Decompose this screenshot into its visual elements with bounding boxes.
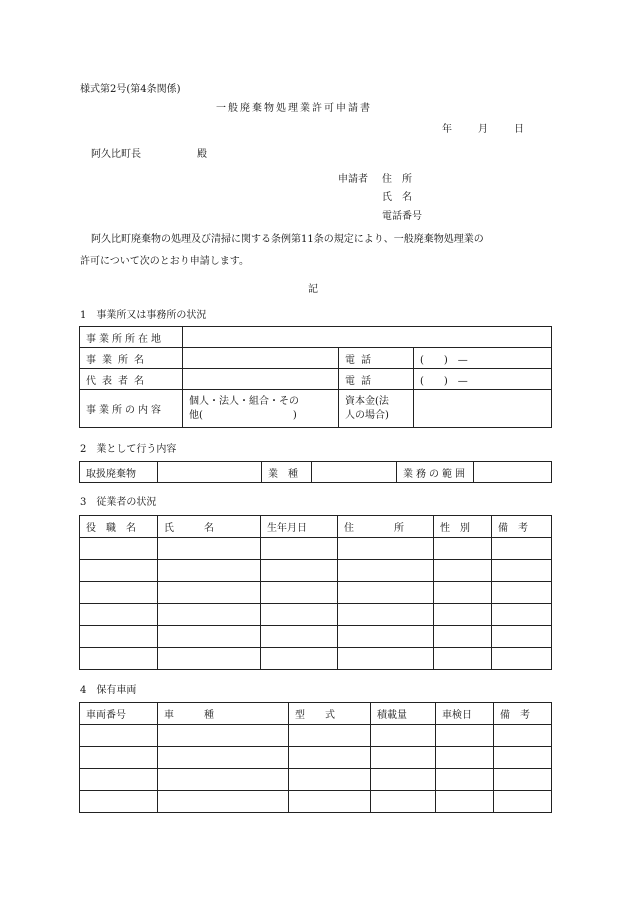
table-row (80, 648, 552, 670)
table-cell[interactable] (492, 538, 552, 560)
capital-label-1: 資本金(法 (345, 395, 389, 407)
table-cell[interactable] (80, 725, 158, 747)
waste-label: 取扱廃棄物 (80, 462, 158, 483)
table-cell[interactable] (261, 538, 338, 560)
col-vehicle-number: 車両番号 (80, 703, 158, 725)
table-cell[interactable] (80, 604, 158, 626)
office-name-cell[interactable] (183, 348, 339, 369)
body-text-line1: 阿久比町廃棄物の処理及び清掃に関する条例第11条の規定により、一般廃棄物処理業の (91, 234, 484, 245)
content-label: 事業所の内容 (80, 390, 183, 428)
vehicle-table (79, 702, 552, 813)
table-row (80, 560, 552, 582)
table-cell[interactable] (434, 560, 492, 582)
location-label: 事業所所在地 (80, 327, 183, 348)
table-cell[interactable] (158, 747, 289, 769)
form-number: 様式第2号(第4条関係) (80, 84, 181, 95)
date-month: 月 (478, 124, 488, 135)
table-cell[interactable] (261, 626, 338, 648)
table-cell[interactable] (158, 791, 289, 813)
table-cell[interactable] (261, 582, 338, 604)
addressee-honorific: 殿 (197, 149, 207, 160)
scope-cell[interactable] (474, 462, 552, 483)
table-cell[interactable] (492, 626, 552, 648)
applicant-phone-label: 電話番号 (382, 211, 422, 222)
ki-label: 記 (308, 284, 318, 295)
scope-label: 業務の範囲 (397, 462, 474, 483)
table-cell[interactable] (289, 769, 371, 791)
table-cell[interactable] (434, 582, 492, 604)
table-cell[interactable] (434, 648, 492, 670)
type-cell[interactable] (312, 462, 397, 483)
table-cell[interactable] (158, 769, 289, 791)
col-inspection-date: 車検日 (436, 703, 494, 725)
applicant-name-label: 氏 名 (382, 192, 412, 203)
phone-label-2: 電話 (339, 369, 414, 390)
table-row (80, 604, 552, 626)
table-cell[interactable] (158, 626, 261, 648)
table-cell[interactable] (436, 791, 494, 813)
body-text-line2: 許可について次のとおり申請します。 (80, 256, 249, 267)
section3-heading: 3 従業者の状況 (80, 497, 157, 508)
table-row (80, 538, 552, 560)
table-cell[interactable] (371, 769, 436, 791)
table-cell[interactable] (80, 791, 158, 813)
col-gender: 性 別 (434, 516, 492, 538)
phone-label: 電話 (339, 348, 414, 369)
table-row (80, 791, 552, 813)
table-cell[interactable] (80, 648, 158, 670)
table-row (80, 725, 552, 747)
table-cell[interactable] (338, 648, 434, 670)
addressee-name: 阿久比町長 (91, 149, 141, 160)
table-cell[interactable] (338, 538, 434, 560)
table-cell[interactable] (492, 648, 552, 670)
table-cell[interactable] (492, 582, 552, 604)
waste-cell[interactable] (158, 462, 262, 483)
col-vehicle-remarks: 備 考 (494, 703, 552, 725)
applicant-address-label: 住 所 (382, 174, 412, 185)
table-cell[interactable] (338, 626, 434, 648)
table-cell[interactable] (494, 791, 552, 813)
col-name: 氏 名 (158, 516, 261, 538)
table-cell[interactable] (434, 626, 492, 648)
table-row (80, 626, 552, 648)
capital-cell[interactable] (414, 390, 552, 428)
table-cell[interactable] (371, 725, 436, 747)
date-year: 年 (442, 124, 452, 135)
phone-cell-2[interactable]: ( ) — (414, 369, 552, 390)
table-cell[interactable] (261, 648, 338, 670)
col-vehicle-type: 車 種 (158, 703, 289, 725)
table-cell[interactable] (492, 560, 552, 582)
section2-heading: 2 業として行う内容 (80, 444, 177, 455)
location-cell[interactable] (183, 327, 552, 348)
capital-label (339, 390, 414, 428)
table-cell[interactable] (289, 747, 371, 769)
table-cell[interactable] (289, 725, 371, 747)
table-cell[interactable] (436, 725, 494, 747)
table-cell[interactable] (158, 560, 261, 582)
content-value-1: 個人・法人・組合・その (189, 395, 299, 407)
table-cell[interactable] (338, 560, 434, 582)
table-cell[interactable] (261, 604, 338, 626)
applicant-label: 申請者 (338, 174, 368, 185)
table-row (80, 769, 552, 791)
table-cell[interactable] (338, 582, 434, 604)
content-cell[interactable] (183, 390, 339, 428)
table-cell[interactable] (371, 791, 436, 813)
table-cell[interactable] (338, 604, 434, 626)
table-cell[interactable] (80, 769, 158, 791)
table-cell[interactable] (436, 769, 494, 791)
table-cell[interactable] (80, 582, 158, 604)
table-cell[interactable] (158, 604, 261, 626)
representative-cell[interactable] (183, 369, 339, 390)
vehicle-header-row (80, 703, 552, 725)
content-value-2: 他( ) (189, 409, 297, 421)
office-name-label: 事業所名 (80, 348, 183, 369)
col-model: 型 式 (289, 703, 371, 725)
date-day: 日 (514, 124, 524, 135)
table-cell[interactable] (434, 604, 492, 626)
phone-cell[interactable]: ( ) — (414, 348, 552, 369)
col-load-capacity: 積載量 (371, 703, 436, 725)
table-cell[interactable] (158, 725, 289, 747)
table-row (80, 582, 552, 604)
col-birthdate: 生年月日 (261, 516, 338, 538)
section4-heading: 4 保有車両 (80, 685, 137, 696)
table-cell[interactable] (436, 747, 494, 769)
col-position: 役 職 名 (80, 516, 158, 538)
col-remarks: 備 考 (492, 516, 552, 538)
table-cell[interactable] (80, 538, 158, 560)
table-cell[interactable] (80, 560, 158, 582)
employee-header-row (80, 516, 552, 538)
table-cell[interactable] (80, 747, 158, 769)
table-cell[interactable] (492, 604, 552, 626)
table-cell[interactable] (158, 582, 261, 604)
table-cell[interactable] (80, 626, 158, 648)
table-row (80, 747, 552, 769)
employee-table (79, 515, 552, 670)
col-address: 住 所 (338, 516, 434, 538)
type-label: 業 種 (262, 462, 312, 483)
table-cell[interactable] (494, 747, 552, 769)
section1-heading: 1 事業所又は事務所の状況 (80, 310, 207, 321)
table-cell[interactable] (261, 560, 338, 582)
business-content-table (79, 461, 552, 483)
representative-label: 代表者名 (80, 369, 183, 390)
table-cell[interactable] (289, 791, 371, 813)
capital-label-2: 人の場合) (345, 409, 389, 421)
table-cell[interactable] (158, 648, 261, 670)
office-status-table (79, 326, 552, 428)
document-title: 一般廃棄物処理業許可申請書 (216, 103, 372, 114)
table-cell[interactable] (494, 725, 552, 747)
table-cell[interactable] (434, 538, 492, 560)
table-cell[interactable] (158, 538, 261, 560)
table-cell[interactable] (371, 747, 436, 769)
table-cell[interactable] (494, 769, 552, 791)
